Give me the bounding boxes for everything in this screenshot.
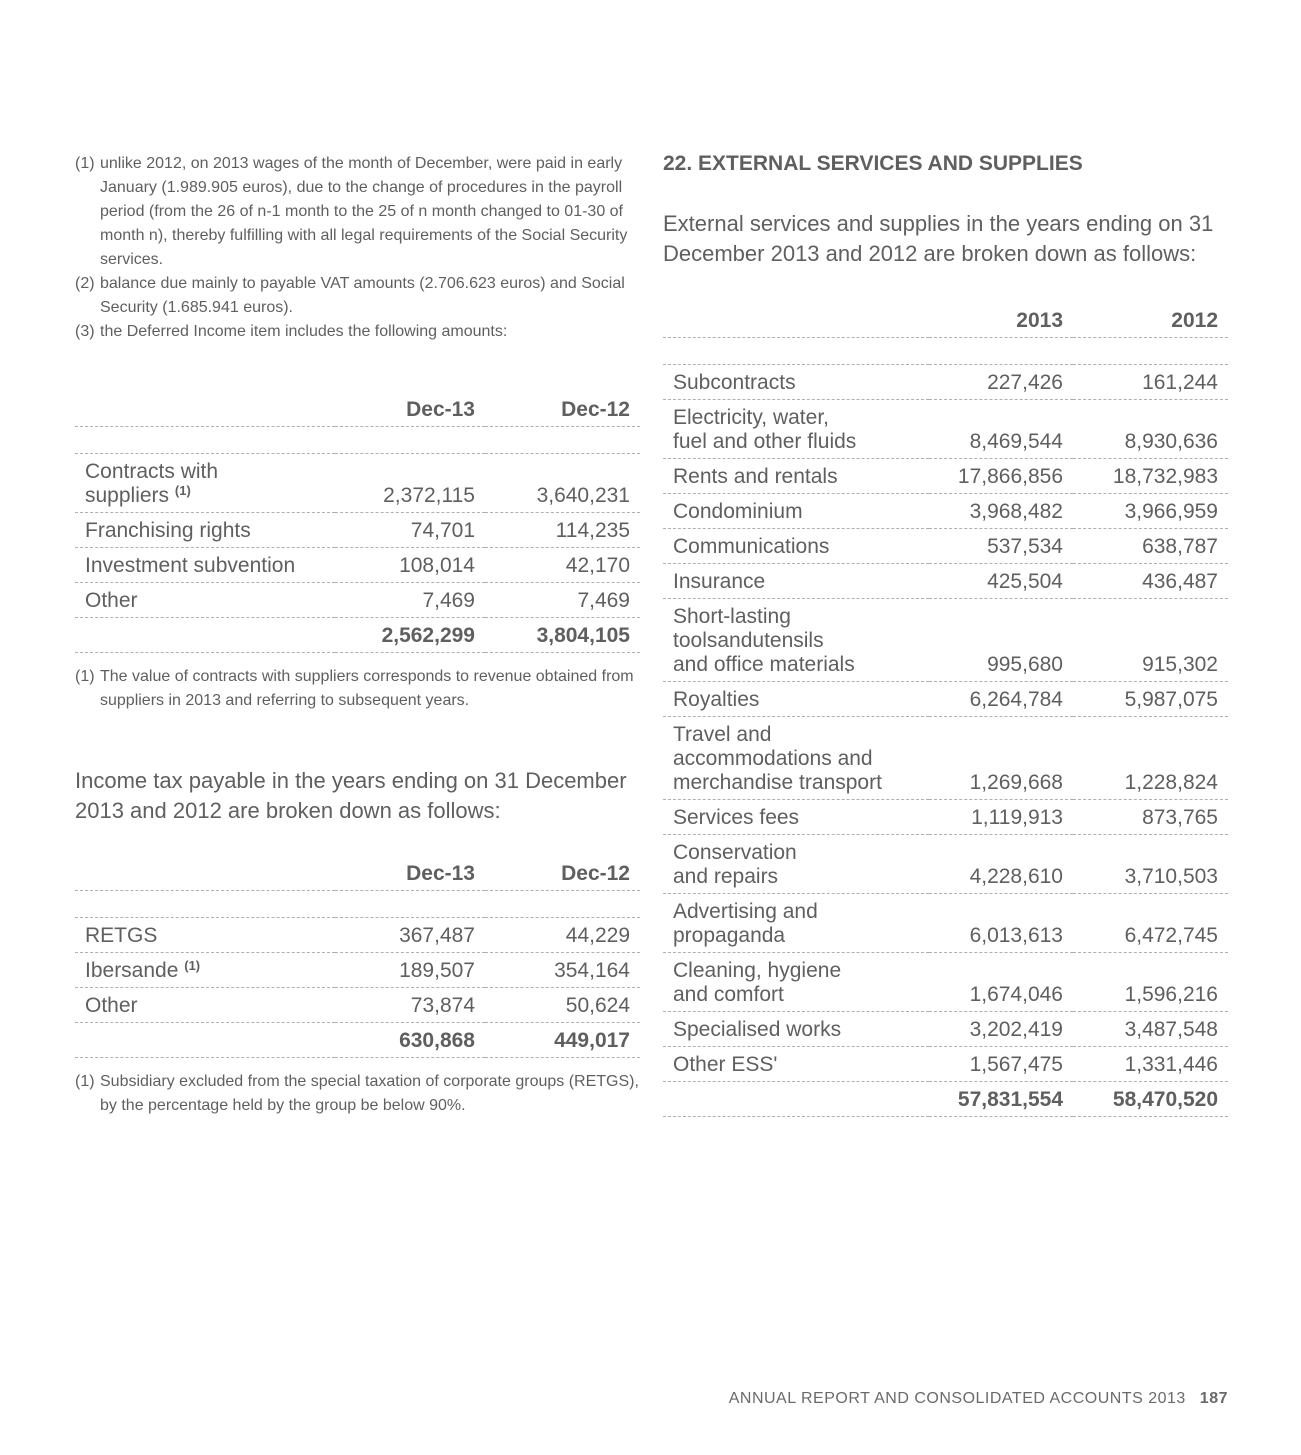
row-value: 2,372,115 — [335, 454, 485, 513]
total-value: 630,868 — [335, 1023, 485, 1058]
row-value: 873,765 — [1073, 800, 1228, 835]
left-column — [75, 152, 639, 1118]
row-label: Investment subvention — [75, 548, 335, 583]
income-footnote — [75, 1070, 639, 1118]
row-value: 17,866,856 — [929, 459, 1073, 494]
table-row — [663, 494, 1228, 529]
table-header-row — [75, 392, 640, 427]
row-value: 995,680 — [929, 599, 1073, 682]
row-value: 3,487,548 — [1073, 1012, 1228, 1047]
row-value: 44,229 — [485, 918, 640, 953]
table-row — [663, 529, 1228, 564]
total-row — [75, 618, 640, 653]
row-value: 6,472,745 — [1073, 894, 1228, 953]
row-value: 74,701 — [335, 513, 485, 548]
row-value: 8,930,636 — [1073, 400, 1228, 459]
row-label: Specialised works — [663, 1012, 929, 1047]
row-value: 7,469 — [485, 583, 640, 618]
income-tax-intro: Income tax payable in the years ending on 31 December 2013 and 2012 are broken down as follows: — [75, 768, 627, 823]
external-services-table — [663, 303, 1228, 1117]
note-text: unlike 2012, on 2013 wages of the month of December, were paid in early January (1.989.905 euros), due to the change of procedures in the payroll period (from the 26 of n-1 month to the 25 of n month changed to 01-30 of month n), thereby fulfilling with all legal requirements of the Social Security services. — [100, 155, 628, 268]
row-label: Advertising and propaganda — [663, 894, 929, 953]
row-value: 189,507 — [335, 953, 485, 988]
table-row — [75, 454, 640, 513]
row-label: Short-lasting toolsandutensils and office materials — [663, 599, 929, 682]
footnote-ref: (1) — [184, 958, 201, 973]
total-value: 57,831,554 — [929, 1082, 1073, 1117]
row-value: 18,732,983 — [1073, 459, 1228, 494]
total-value: 58,470,520 — [1073, 1082, 1228, 1117]
section-title: 22. EXTERNAL SERVICES AND SUPPLIES — [663, 152, 1083, 175]
row-value: 354,164 — [485, 953, 640, 988]
column-header: Dec-13 — [335, 856, 485, 891]
row-label: Communications — [663, 529, 929, 564]
row-value: 6,264,784 — [929, 682, 1073, 717]
total-value: 3,804,105 — [485, 618, 640, 653]
table-row — [75, 918, 640, 953]
row-label: Other — [75, 583, 335, 618]
row-value: 73,874 — [335, 988, 485, 1023]
row-label: Electricity, water, fuel and other fluids — [663, 400, 929, 459]
row-value: 3,966,959 — [1073, 494, 1228, 529]
table-row — [663, 800, 1228, 835]
table-row — [75, 548, 640, 583]
row-value: 1,567,475 — [929, 1047, 1073, 1082]
row-value: 915,302 — [1073, 599, 1228, 682]
row-value: 1,269,668 — [929, 717, 1073, 800]
table-row — [663, 953, 1228, 1012]
row-value: 3,710,503 — [1073, 835, 1228, 894]
table-row — [663, 365, 1228, 400]
table-row — [75, 953, 640, 988]
table-row — [663, 400, 1228, 459]
note-item — [75, 152, 639, 272]
column-header: Dec-12 — [485, 856, 640, 891]
table-row — [663, 1012, 1228, 1047]
row-label: Other — [75, 988, 335, 1023]
income-tax-table — [75, 856, 640, 1058]
row-value: 1,596,216 — [1073, 953, 1228, 1012]
row-label: Rents and rentals — [663, 459, 929, 494]
row-value: 1,674,046 — [929, 953, 1073, 1012]
row-label: Cleaning, hygiene and comfort — [663, 953, 929, 1012]
right-column — [663, 152, 1228, 1117]
row-label: Condominium — [663, 494, 929, 529]
note-marker: (2) — [75, 275, 95, 292]
row-value: 3,640,231 — [485, 454, 640, 513]
note-text: the Deferred Income item includes the following amounts: — [100, 323, 508, 340]
total-row — [663, 1082, 1228, 1117]
row-label: Services fees — [663, 800, 929, 835]
footer-text: ANNUAL REPORT AND CONSOLIDATED ACCOUNTS 2013 — [728, 1390, 1186, 1407]
section-intro: External services and supplies in the years ending on 31 December 2013 and 2012 are broken down as follows: — [663, 211, 1214, 266]
table-row — [663, 894, 1228, 953]
row-value: 638,787 — [1073, 529, 1228, 564]
row-value: 1,119,913 — [929, 800, 1073, 835]
page-number: 187 — [1199, 1390, 1228, 1407]
footnote-ref: (1) — [174, 483, 191, 498]
top-notes — [75, 152, 639, 344]
row-value: 3,202,419 — [929, 1012, 1073, 1047]
row-label: Franchising rights — [75, 513, 335, 548]
row-value: 114,235 — [485, 513, 640, 548]
row-label: Other ESS' — [663, 1047, 929, 1082]
row-value: 7,469 — [335, 583, 485, 618]
note-marker: (1) — [75, 1073, 95, 1090]
total-value: 2,562,299 — [335, 618, 485, 653]
row-value: 436,487 — [1073, 564, 1228, 599]
row-value: 5,987,075 — [1073, 682, 1228, 717]
table-row — [75, 988, 640, 1023]
table-row — [663, 1047, 1228, 1082]
table-row — [663, 717, 1228, 800]
page-footer — [729, 1390, 1228, 1408]
table-row — [663, 599, 1228, 682]
row-value: 227,426 — [929, 365, 1073, 400]
row-value: 537,534 — [929, 529, 1073, 564]
row-value: 4,228,610 — [929, 835, 1073, 894]
column-header: 2013 — [929, 303, 1073, 338]
deferred-footnote — [75, 665, 639, 713]
column-header: 2012 — [1073, 303, 1228, 338]
row-value: 42,170 — [485, 548, 640, 583]
note-item — [75, 272, 639, 320]
note-item — [75, 320, 639, 344]
row-value: 1,331,446 — [1073, 1047, 1228, 1082]
note-text: The value of contracts with suppliers corresponds to revenue obtained from suppliers in 2013 and referring to subsequent years. — [100, 668, 634, 709]
row-value: 1,228,824 — [1073, 717, 1228, 800]
row-value: 8,469,544 — [929, 400, 1073, 459]
total-value: 449,017 — [485, 1023, 640, 1058]
row-label: Conservation and repairs — [663, 835, 929, 894]
note-marker: (3) — [75, 323, 95, 340]
table-row — [663, 459, 1228, 494]
deferred-income-table — [75, 392, 640, 653]
row-label: Insurance — [663, 564, 929, 599]
total-row — [75, 1023, 640, 1058]
row-label: RETGS — [75, 918, 335, 953]
row-label: Ibersande $^{(1)}$ — [75, 953, 335, 988]
row-value: 161,244 — [1073, 365, 1228, 400]
row-value: 425,504 — [929, 564, 1073, 599]
row-label: Royalties — [663, 682, 929, 717]
column-header: Dec-12 — [485, 392, 640, 427]
note-marker: (1) — [75, 668, 95, 685]
row-value: 367,487 — [335, 918, 485, 953]
table-row — [75, 583, 640, 618]
note-text: Subsidiary excluded from the special taxation of corporate groups (RETGS), by the percentage held by the group be below 90%. — [100, 1073, 639, 1114]
row-label: Contracts with suppliers $^{(1)}$ — [75, 454, 335, 513]
row-label: Subcontracts — [663, 365, 929, 400]
table-header-row — [75, 856, 640, 891]
table-row — [663, 682, 1228, 717]
row-value: 6,013,613 — [929, 894, 1073, 953]
note-marker: (1) — [75, 155, 95, 172]
note-text: balance due mainly to payable VAT amounts (2.706.623 euros) and Social Security (1.685.941 euros). — [100, 275, 625, 316]
row-value: 50,624 — [485, 988, 640, 1023]
table-row — [663, 564, 1228, 599]
table-row — [75, 513, 640, 548]
table-header-row — [663, 303, 1228, 338]
row-label: Travel and accommodations and merchandise transport — [663, 717, 929, 800]
row-value: 108,014 — [335, 548, 485, 583]
column-header: Dec-13 — [335, 392, 485, 427]
table-row — [663, 835, 1228, 894]
row-value: 3,968,482 — [929, 494, 1073, 529]
